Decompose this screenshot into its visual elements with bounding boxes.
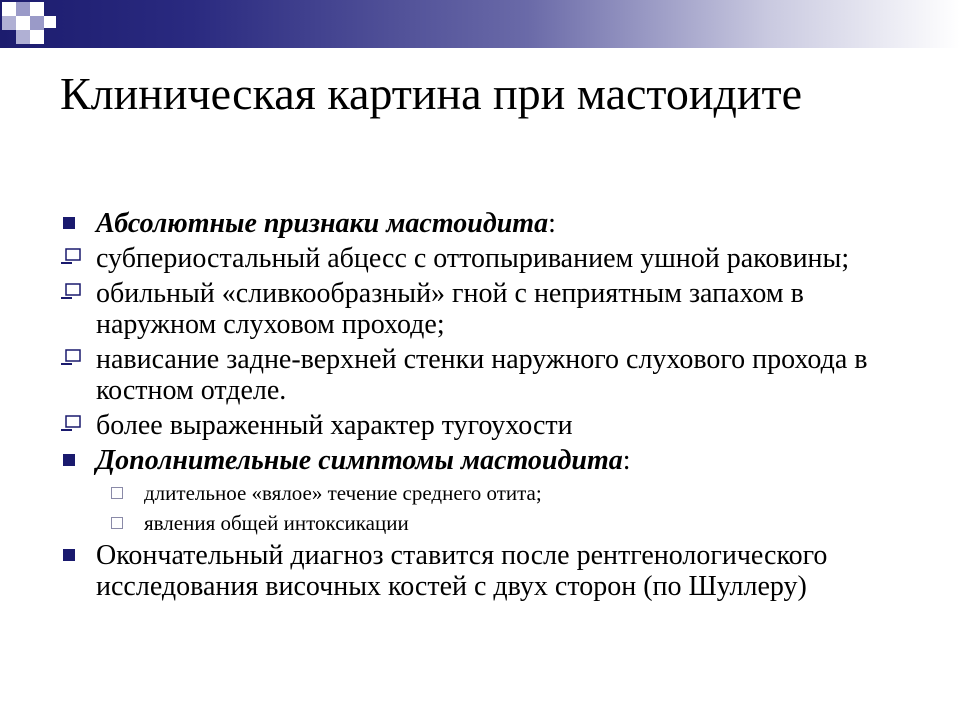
section-heading: Дополнительные симптомы мастоидита xyxy=(96,445,623,476)
list-item-text: нависание задне-верхней стенки наружного слухового прохода в костном отделе. xyxy=(96,344,868,406)
open-square-bullet-icon xyxy=(111,517,123,529)
list-item xyxy=(60,344,920,406)
open-square-bullet-icon xyxy=(111,487,123,499)
heading-suffix: : xyxy=(548,208,556,239)
square-bullet-icon xyxy=(63,217,75,229)
list-item xyxy=(60,410,920,441)
list-item-text: обильный «сливкообразный» гной с неприятным запахом в наружном слуховом проходе; xyxy=(96,278,804,340)
corner-squares-decoration xyxy=(0,0,80,60)
section-heading: Абсолютные признаки мастоидита xyxy=(96,208,549,239)
list-item xyxy=(60,208,920,239)
folder-bullet-icon xyxy=(60,348,82,370)
list-item xyxy=(60,480,920,506)
list-item xyxy=(60,510,920,536)
folder-bullet-icon xyxy=(60,414,82,436)
list-item-text: более выраженный характер тугоухости xyxy=(96,410,573,441)
list-item xyxy=(60,243,920,274)
list-item-text: явления общей интоксикации xyxy=(144,511,409,535)
square-bullet-icon xyxy=(63,549,75,561)
list-item-text: Окончательный диагноз ставится после рентгенологического исследования височных костей с двух сторон (по Шуллеру) xyxy=(96,540,828,602)
list-item xyxy=(60,445,920,476)
list-item-text: длительное «вялое» течение среднего отита; xyxy=(144,481,542,505)
heading-suffix: : xyxy=(622,445,631,476)
list-item xyxy=(60,540,920,602)
list-item xyxy=(60,278,920,340)
list-item-text: субпериостальный абцесс с оттопыриванием ушной раковины; xyxy=(96,243,850,274)
folder-bullet-icon xyxy=(60,247,82,269)
square-bullet-icon xyxy=(63,454,75,466)
bullet-list xyxy=(60,208,920,606)
folder-bullet-icon xyxy=(60,282,82,304)
slide-title: Клиническая картина при мастоидите xyxy=(60,68,803,119)
header-gradient-bar xyxy=(0,0,960,48)
